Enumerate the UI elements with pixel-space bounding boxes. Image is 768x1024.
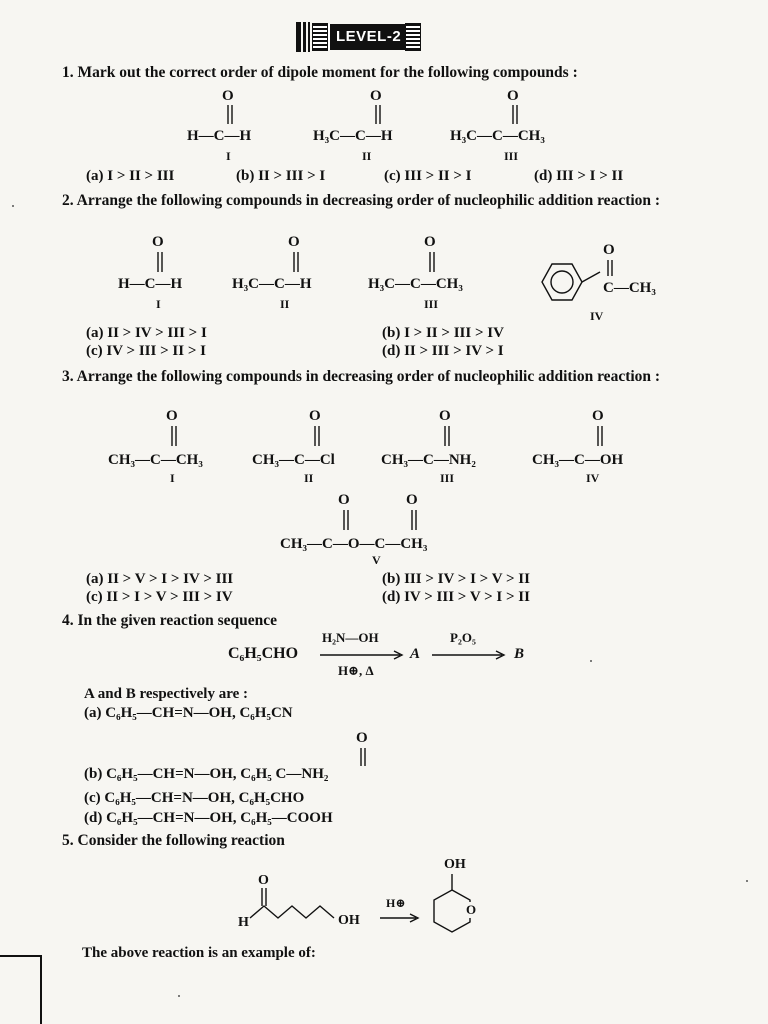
question-text: Mark out the correct order of dipole moment for the following compounds : <box>77 64 578 81</box>
oxygen-label: O <box>152 234 164 250</box>
molecule-formula: H₃C—C—CH₃ <box>368 276 463 292</box>
roman-label: III <box>504 149 519 163</box>
oxygen-label: O <box>166 408 178 424</box>
badge-stripe-icon <box>312 23 328 51</box>
question-3 <box>62 368 724 386</box>
question-5 <box>62 832 285 850</box>
oxygen-label: O <box>603 242 615 258</box>
q3-options <box>86 571 746 611</box>
option-b[interactable]: (b) C₆H₅—CH=N—OH, C₆H₅ C—NH₂ <box>84 766 329 782</box>
option-a[interactable]: (a) I > II > III <box>86 168 175 184</box>
q2-options <box>86 325 746 365</box>
oxygen-label: O <box>356 730 368 746</box>
molecule-formula: CH₃—C—O—C—CH₃ <box>280 536 428 552</box>
option-d[interactable]: (d) II > III > IV > I <box>382 343 504 359</box>
option-a[interactable]: (a) II > IV > III > I <box>86 325 207 341</box>
option-c[interactable]: (c) C₆H₅—CH=N—OH, C₆H₅CHO <box>84 790 305 806</box>
option-b[interactable]: (b) I > II > III > IV <box>382 325 504 341</box>
option-c[interactable]: (c) II > I > V > III > IV <box>86 589 233 605</box>
arrow-1-icon <box>318 648 408 662</box>
option-d[interactable]: (d) IV > III > V > I > II <box>382 589 530 605</box>
molecule-formula: H₃C—C—H <box>313 128 393 144</box>
option-b[interactable]: (b) III > IV > I > V > II <box>382 571 530 587</box>
question-number: 5. <box>62 832 74 849</box>
acid-catalyst-label: H⊕ <box>386 896 406 910</box>
option-b[interactable]: (b) II > III > I <box>236 168 326 184</box>
option-a[interactable]: (a) C₆H₅—CH=N—OH, C₆H₅CN <box>84 705 293 721</box>
roman-label: II <box>280 297 290 311</box>
oxygen-label: O <box>439 408 451 424</box>
scan-speck <box>590 660 592 662</box>
hydroxyl-label: OH <box>444 857 466 872</box>
question-text: Arrange the following compounds in decreasing order of nucleophilic addition reaction : <box>76 192 661 209</box>
benzene-circle-icon <box>551 271 573 293</box>
roman-label: I <box>170 471 175 485</box>
arrow-2-icon <box>430 648 510 662</box>
q4-question: A and B respectively are : <box>84 686 249 702</box>
option-c[interactable]: (c) IV > III > II > I <box>86 343 206 359</box>
oxygen-label: O <box>507 88 519 104</box>
question-text: In the given reaction sequence <box>77 612 277 629</box>
reagent-1-bottom: H⊕, Δ <box>338 663 374 678</box>
q5-question: The above reaction is an example of: <box>82 945 316 961</box>
q5-reaction <box>230 852 490 942</box>
carbon-chain-icon <box>250 906 334 918</box>
roman-label: V <box>372 553 381 564</box>
molecule-formula: H₃C—C—H <box>232 276 312 292</box>
q2-structures <box>0 230 768 330</box>
question-number: 3. <box>62 368 74 385</box>
question-1 <box>62 64 578 82</box>
oxygen-label: O <box>406 492 418 508</box>
badge-stripe-icon <box>405 23 421 51</box>
question-2 <box>62 192 724 210</box>
page-corner-line <box>40 955 42 1024</box>
roman-label: II <box>362 149 372 163</box>
question-number: 2. <box>62 192 74 209</box>
product-a: A <box>410 646 421 662</box>
q3-structures <box>0 404 768 564</box>
reagent-1-top: H₂N—OH <box>322 630 379 645</box>
oxygen-label: O <box>592 408 604 424</box>
molecule-formula: H—C—H <box>187 128 252 144</box>
oxygen-label: O <box>424 234 436 250</box>
scan-speck <box>746 880 748 882</box>
level-badge <box>296 22 444 52</box>
pyran-ring-icon <box>434 890 470 932</box>
q1-structures <box>0 82 768 172</box>
roman-label: I <box>156 297 161 311</box>
molecule-formula: C—CH₃ <box>603 280 656 296</box>
molecule-formula: H—C—H <box>118 276 183 292</box>
molecule-formula: CH₃—C—Cl <box>252 452 335 468</box>
page-corner-line <box>0 955 42 957</box>
oxygen-label: O <box>288 234 300 250</box>
ring-oxygen-label: O <box>466 902 477 917</box>
product-b: B <box>514 646 525 662</box>
roman-label: II <box>304 471 314 485</box>
question-text: Arrange the following compounds in decreasing order of nucleophilic addition reaction : <box>76 368 661 385</box>
roman-label: I <box>226 149 231 163</box>
q4-carbonyl <box>340 726 380 768</box>
molecule-formula: CH₃—C—OH <box>532 452 624 468</box>
question-number: 1. <box>62 64 74 81</box>
question-4 <box>62 612 277 630</box>
roman-label: III <box>440 471 455 485</box>
reactant: C₆H₅CHO <box>228 645 299 662</box>
reagent-2-top: P₂O₅ <box>450 630 476 645</box>
scan-speck <box>12 205 14 207</box>
hydrogen-label: H <box>238 915 249 930</box>
roman-label: IV <box>586 471 600 485</box>
option-d[interactable]: (d) C₆H₅—CH=N—OH, C₆H₅—COOH <box>84 810 333 826</box>
hydroxyl-label: OH <box>338 913 360 928</box>
oxygen-label: O <box>258 873 269 888</box>
badge-bars-icon <box>296 22 312 52</box>
level-label: LEVEL-2 <box>328 24 405 50</box>
molecule-formula: CH₃—C—NH₂ <box>381 452 476 468</box>
benzene-ring-icon <box>542 264 582 300</box>
oxygen-label: O <box>370 88 382 104</box>
option-a[interactable]: (a) II > V > I > IV > III <box>86 571 234 587</box>
option-c[interactable]: (c) III > II > I <box>384 168 472 184</box>
oxygen-label: O <box>338 492 350 508</box>
oxygen-label: O <box>309 408 321 424</box>
question-text: Consider the following reaction <box>77 832 285 849</box>
question-number: 4. <box>62 612 74 629</box>
option-d[interactable]: (d) III > I > II <box>534 168 624 184</box>
oxygen-label: O <box>222 88 234 104</box>
q1-options <box>86 168 746 188</box>
roman-label: III <box>424 297 439 311</box>
scan-speck <box>178 995 180 997</box>
molecule-formula: H₃C—C—CH₃ <box>450 128 545 144</box>
roman-label: IV <box>590 309 604 323</box>
molecule-formula: CH₃—C—CH₃ <box>108 452 203 468</box>
